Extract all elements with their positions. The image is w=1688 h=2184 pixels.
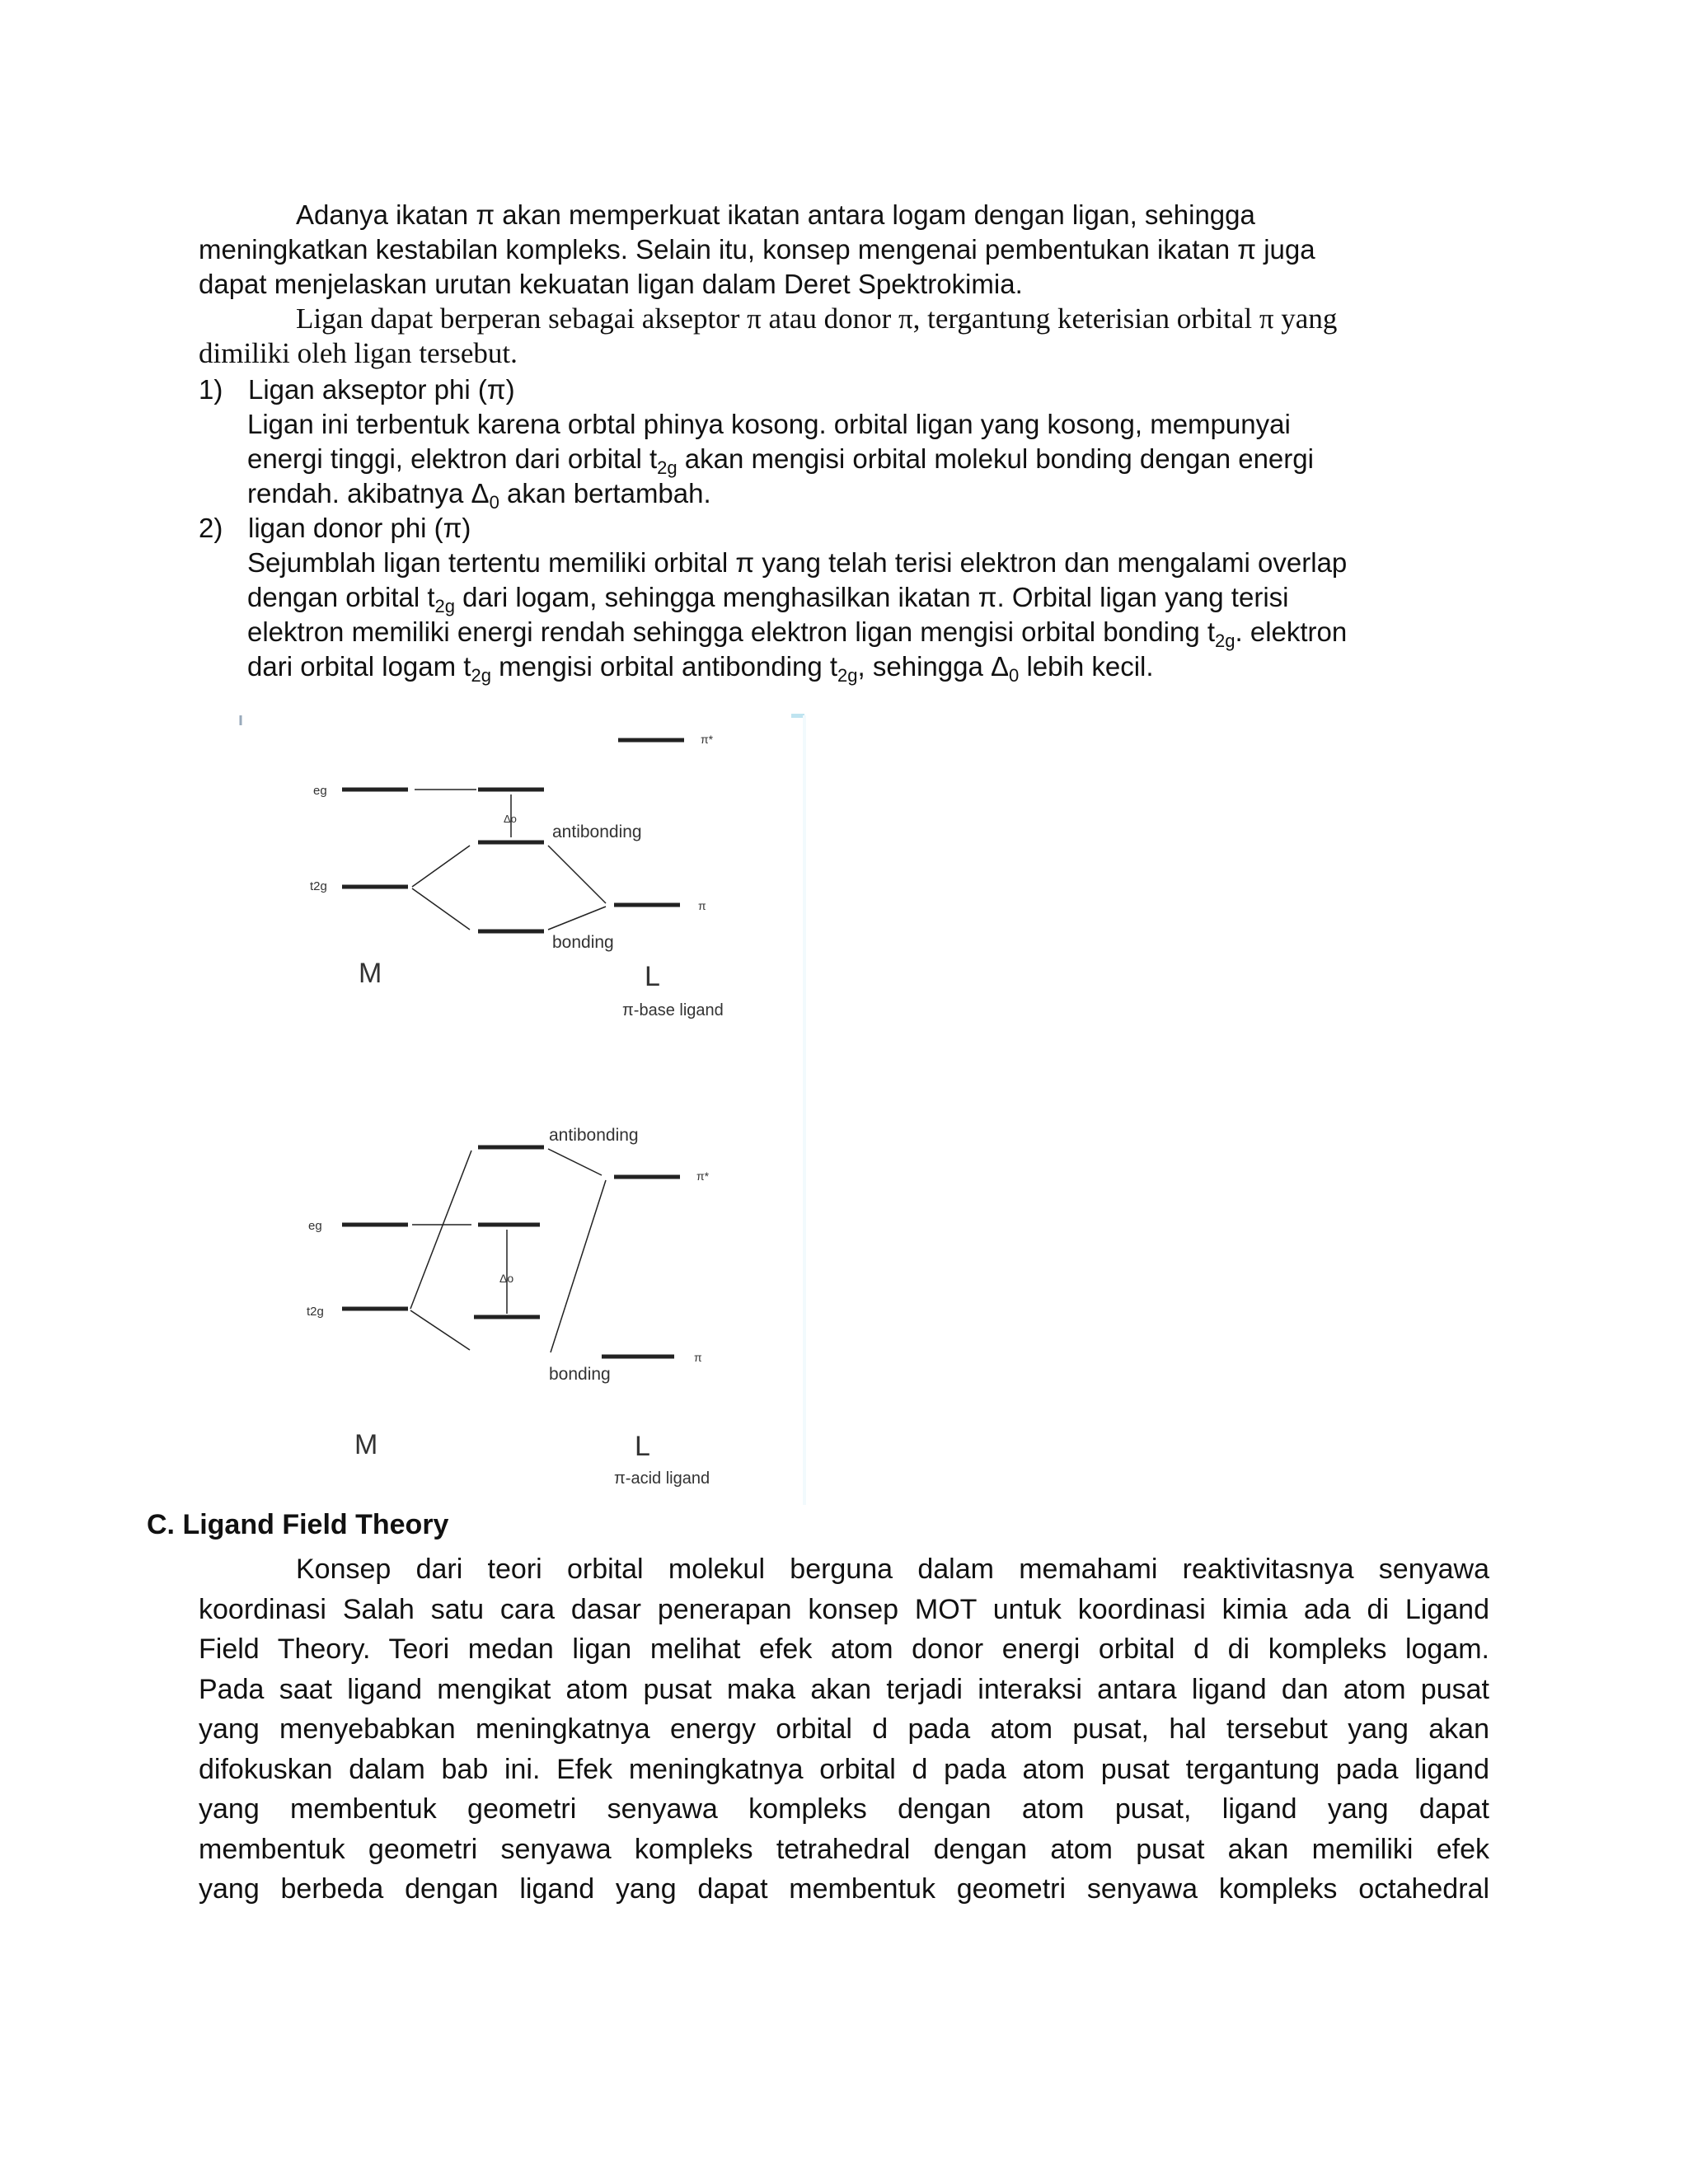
label-pi-star: π*: [696, 1169, 710, 1183]
caption-pi-acid: π-acid ligand: [614, 1469, 710, 1488]
label-metal: M: [354, 1429, 378, 1460]
label-antibonding: antibonding: [549, 1126, 639, 1145]
label-pi: π: [698, 899, 706, 912]
list-item-title: [199, 511, 1517, 546]
paragraph-line: difokuskan dalam bab ini. Efek meningkatnya orbital d pada atom pusat tergantung pada ligand: [199, 1753, 1489, 1785]
label-eg: eg: [313, 784, 327, 798]
paragraph-ligand-role-line-1: Ligan dapat berperan sebagai akseptor π atau donor π, tergantung keterisian orbital π yang: [296, 302, 1338, 335]
list-item-number: 2): [199, 513, 223, 543]
paragraph-line: Pada saat ligand mengikat atom pusat maka akan terjadi interaksi antara ligand dan atom pusat: [199, 1673, 1489, 1705]
section-heading: C. Ligand Field Theory: [147, 1509, 449, 1540]
caption-pi-base: π-base ligand: [622, 1001, 724, 1019]
paragraph-intro-line-1: Adanya ikatan π akan memperkuat ikatan antara logam dengan ligan, sehingga: [296, 199, 1255, 230]
list-item-line: dengan orbital $t_{2g}$ dari logam, sehingga menghasilkan ikatan π. Orbital ligan yang terisi: [247, 582, 1289, 616]
section-c-paragraph: [199, 1549, 1489, 1910]
paragraph-line: yang berbeda dengan ligand yang dapat membentuk geometri senyawa kompleks octahedral: [199, 1873, 1489, 1905]
list-item-line: Sejumblah ligan tertentu memiliki orbital π yang telah terisi elektron dan mengalami overlap: [247, 547, 1348, 578]
paragraph-line: yang membentuk geometri senyawa kompleks dengan atom pusat, ligand yang dapat: [199, 1793, 1489, 1825]
list-item-line: energi tinggi, elektron dari orbital $t_{2g}$ akan mengisi orbital molekul bonding dengan energi: [247, 443, 1314, 478]
mo-diagram-figure: [239, 714, 808, 1505]
label-ligand: L: [645, 961, 660, 992]
label-pi-star: π*: [701, 733, 714, 746]
list-item-line: rendah. akibatnya $\Delta_0$ akan bertambah.: [247, 478, 711, 513]
paragraph-line: Konsep dari teori orbital molekul berguna dalam memahami reaktivitasnya senyawa: [296, 1554, 1489, 1585]
paragraph-line: koordinasi Salah satu cara dasar penerapan konsep MOT untuk koordinasi kimia ada di Ligand: [199, 1593, 1489, 1625]
paragraph-line: Field Theory. Teori medan ligan melihat efek atom donor energi orbital d di kompleks logam.: [199, 1633, 1489, 1665]
label-t2g: t2g: [310, 879, 327, 893]
paragraph-intro-line-3: dapat menjelaskan urutan kekuatan ligan dalam Deret Spektrokimia.: [199, 269, 1023, 299]
list-item-line: Ligan ini terbentuk karena orbtal phinya kosong. orbital ligan yang kosong, mempunyai: [247, 409, 1291, 439]
list-item-title: [199, 373, 1517, 407]
label-metal: M: [359, 958, 382, 989]
paragraph-intro-line-2: meningkatkan kestabilan kompleks. Selain itu, konsep mengenai pembentukan ikatan π juga: [199, 234, 1315, 265]
label-eg: eg: [308, 1219, 322, 1233]
label-delta: Δo: [504, 813, 517, 825]
list-item-line: elektron memiliki energi rendah sehingga elektron ligan mengisi orbital bonding $t_{2g}$. elektron: [247, 616, 1348, 651]
label-bonding: bonding: [552, 933, 614, 952]
label-antibonding: antibonding: [552, 823, 642, 841]
list-item-heading: ligan donor phi (π): [248, 513, 471, 543]
list-item-line: dari orbital logam $t_{2g}$ mengisi orbital antibonding $t_{2g}$, sehingga $\Delta_0$ lebih kecil.: [247, 651, 1154, 686]
paragraph-line: membentuk geometri senyawa kompleks tetrahedral dengan atom pusat akan memiliki efek: [199, 1833, 1489, 1865]
label-t2g: t2g: [307, 1305, 324, 1319]
label-ligand: L: [635, 1431, 650, 1462]
label-delta: Δo: [499, 1272, 514, 1285]
label-pi: π: [694, 1351, 702, 1364]
label-bonding: bonding: [549, 1365, 611, 1384]
list-item-number: 1): [199, 374, 223, 405]
paragraph-ligand-role-line-2: dimiliki oleh ligan tersebut.: [199, 337, 518, 369]
paragraph-line: yang menyebabkan meningkatnya energy orbital d pada atom pusat, hal tersebut yang akan: [199, 1713, 1489, 1745]
list-item-heading: Ligan akseptor phi (π): [248, 374, 515, 405]
